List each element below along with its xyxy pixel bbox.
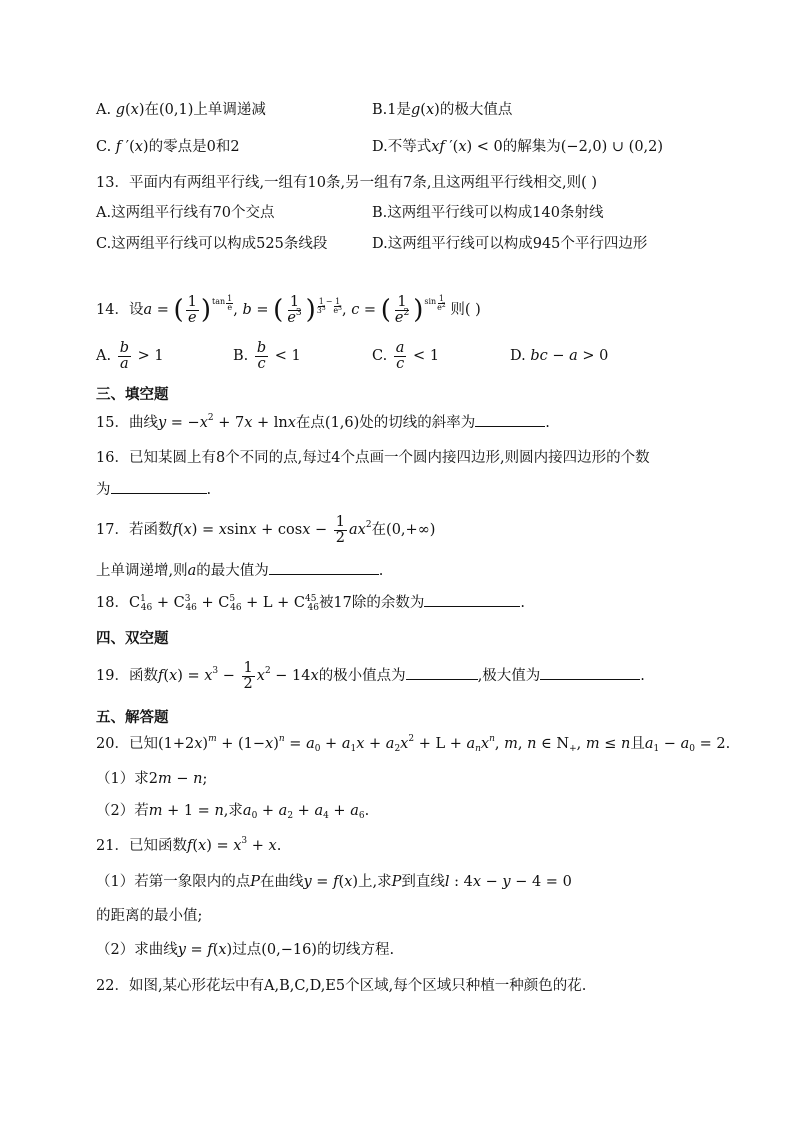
q19: 19．函数$f(x) = x^3$ − $\frac{1}{2}$ $x^2 - 14x$的极小值点为 ,极大值为 . xyxy=(96,659,645,692)
q21-part1-line1: （1）若第一象限内的点P在曲线y = f(x)上,求P到直线l : 4x − y − 4 = 0 xyxy=(96,874,572,890)
q18-answer-blank[interactable] xyxy=(424,592,520,607)
q20-part1: （1）求2m − n; xyxy=(96,771,208,787)
q13-option-d: D.这两组平行线可以构成945个平行四边形 xyxy=(372,236,648,252)
q14-option-d: D. bc − a > 0 xyxy=(510,348,609,364)
q15: 15．曲线$y = -x^2 + 7x + \ln x$在点(1,6)处的切线的斜率为 . xyxy=(96,413,550,431)
q21-stem: 21．已知函数$f(x) = x^3 + x$. xyxy=(96,836,282,854)
q17-answer-blank[interactable] xyxy=(269,560,379,575)
q15-answer-blank[interactable] xyxy=(475,412,545,427)
q12-option-c: C. f ′(x)的零点是0和2 xyxy=(96,139,240,155)
q14-option-b: B. $\frac{b}{c}$ < 1 xyxy=(233,339,301,372)
q13-option-c: C.这两组平行线可以构成525条线段 xyxy=(96,236,328,252)
section-solve-heading: 五、解答题 xyxy=(96,710,169,726)
q14-option-c: C. $\frac{a}{c}$ < 1 xyxy=(372,339,440,372)
q16-answer-blank[interactable] xyxy=(111,479,207,494)
q12-option-d: D.不等式xf ′(x) < 0的解集为(−2,0) ∪ (0,2) xyxy=(372,139,664,155)
q17-line2: 上单调递增,则a的最大值为 . xyxy=(96,560,383,581)
section-fill-blank-heading: 三、填空题 xyxy=(96,387,169,403)
q21-part1-line2: 的距离的最小值; xyxy=(96,908,203,924)
q19-min-blank[interactable] xyxy=(406,665,478,680)
q12-option-a: A. g(x)在(0,1)上单调递减 xyxy=(96,102,266,118)
q22-stem: 22．如图,某心形花坛中有A,B,C,D,E5个区域,每个区域只种植一种颜色的花. xyxy=(96,978,587,994)
q16-line2: 为 . xyxy=(96,479,211,500)
q18: 18．$C^1_{46} + C^3_{46} + C^5_{46} + L + C^{45}_{46}$被17除的余数为 . xyxy=(96,594,525,613)
q13-stem: 13．平面内有两组平行线,一组有10条,另一组有7条,且这两组平行线相交,则( ) xyxy=(96,175,597,191)
section-dual-blank-heading: 四、双空题 xyxy=(96,631,169,647)
q16-line1: 16．已知某圆上有8个不同的点,每过4个点画一个圆内接四边形,则圆内接四边形的个数 xyxy=(96,450,650,466)
q14-option-a: A. $\frac{b}{a}$ > 1 xyxy=(96,339,164,372)
q20-stem: 20．已知$(1+2x)^m + (1-x)^n = a_0 + a_1x + a_2x^2 + L + a_nx^n$, m, n ∈ $N_+$, m ≤ n且$a_1 - a_0 = 2$. xyxy=(96,734,731,754)
q17-line1: 17．若函数f(x) = xsinx + cosx − $\frac{1}{2}$ $ax^2$在(0,+∞) xyxy=(96,513,436,546)
q20-part2: （2）若m + 1 = n,求$a_0 + a_2 + a_4 + a_6$. xyxy=(96,803,370,821)
q21-part2: （2）求曲线y = f(x)过点(0,−16)的切线方程. xyxy=(96,942,395,958)
q13-option-b: B.这两组平行线可以构成140条射线 xyxy=(372,205,604,221)
q13-option-a: A.这两组平行线有70个交点 xyxy=(96,205,275,221)
q12-option-b: B.1是g(x)的极大值点 xyxy=(372,102,513,118)
q19-max-blank[interactable] xyxy=(540,665,640,680)
q14-stem: 14．设a = ( $\frac{1}{e}$ ) tan $\frac{1}{e}$ , b = ( $\frac{1}{e^3}$ ) $\frac{1}{3^3}$ − $\frac{1}{e^3}$ , c = ( $\frac{1}{e^2}$ ) sin $\frac{1}{e^2}$ 则( ) xyxy=(96,293,481,326)
